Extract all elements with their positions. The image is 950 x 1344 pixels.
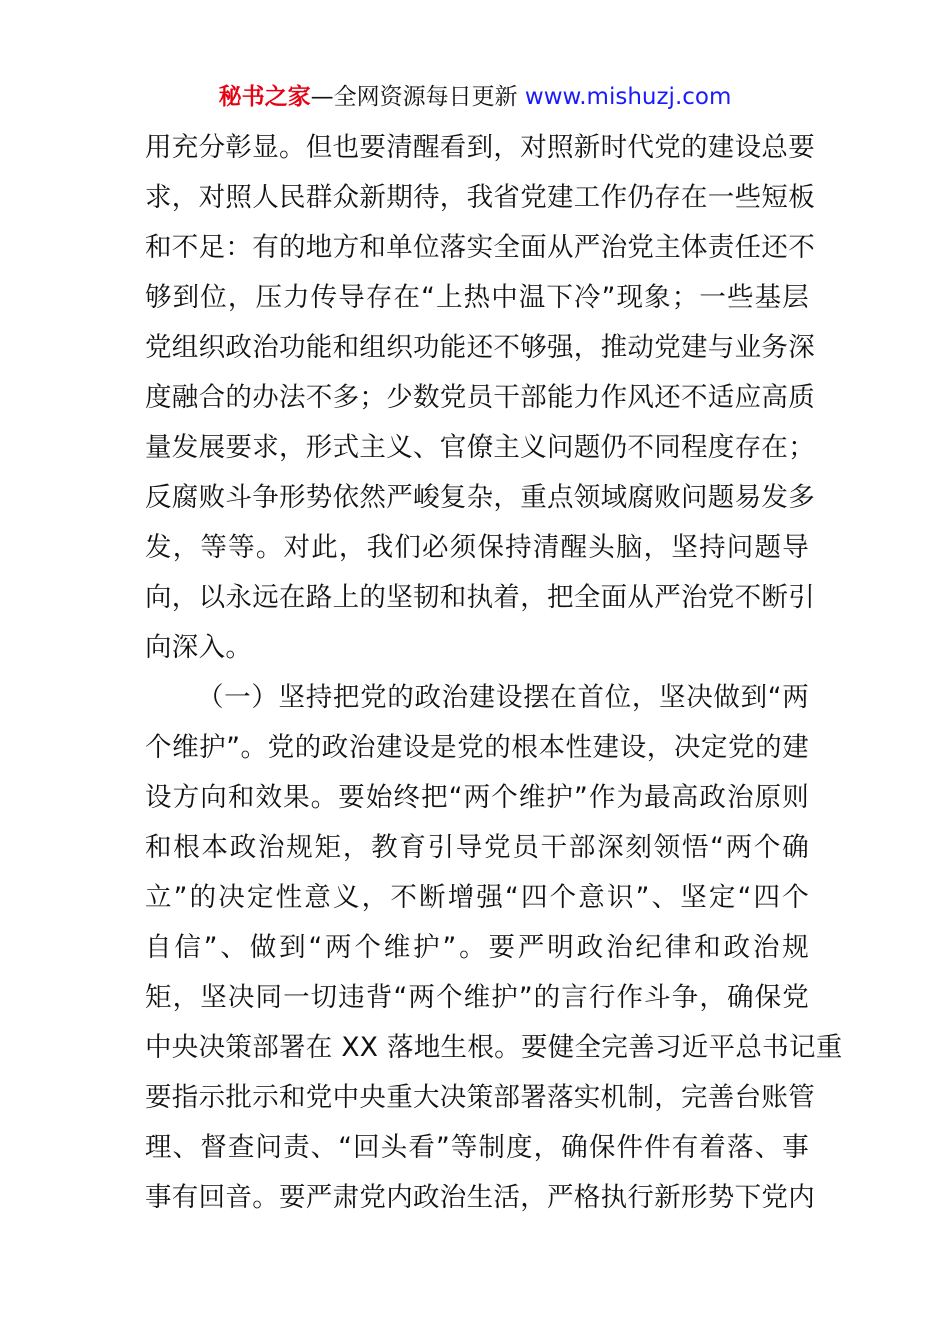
- text-line-paragraph-end: 向深入。: [145, 632, 253, 663]
- text-line: 用充分彰显。但也要清醒看到，对照新时代党的建设总要: [145, 132, 815, 163]
- text-line: 量发展要求，形式主义、官僚主义问题仍不同程度存在；: [145, 432, 815, 463]
- site-brand: 秘书之家: [218, 84, 311, 110]
- text-line: 事有回音。要严肃党内政治生活，严格执行新形势下党内: [145, 1182, 815, 1213]
- text-line: 矩，坚决同一切违背“两个维护”的言行作斗争，确保党: [145, 982, 809, 1013]
- text-line: 党组织政治功能和组织功能还不够强，推动党建与业务深: [145, 332, 815, 363]
- text-line: 理、督查问责、“回头看”等制度，确保件件有着落、事: [145, 1132, 809, 1163]
- site-tagline: —全网资源每日更新: [310, 84, 525, 110]
- text-line: 和不足：有的地方和单位落实全面从严治党主体责任还不: [145, 232, 815, 263]
- text-line: 和根本政治规矩，教育引导党员干部深刻领悟“两个确: [145, 832, 809, 863]
- text-line: 向，以永远在路上的坚韧和执着，把全面从严治党不断引: [145, 582, 815, 613]
- site-url-link[interactable]: www.mishuzj.com: [524, 84, 732, 110]
- text-line: 自信”、做到“两个维护”。要严明政治纪律和政治规: [145, 932, 809, 963]
- section-heading-line: （一）坚持把党的政治建设摆在首位，坚决做到“两: [197, 682, 809, 713]
- text-line: 设方向和效果。要始终把“两个维护”作为最高政治原则: [145, 782, 809, 813]
- text-line: 度融合的办法不多；少数党员干部能力作风还不适应高质: [145, 382, 815, 413]
- text-line: 够到位，压力传导存在“上热中温下冷”现象；一些基层: [145, 282, 809, 313]
- text-line: 求，对照人民群众新期待，我省党建工作仍存在一些短板: [145, 182, 815, 213]
- text-line: 个维护”。党的政治建设是党的根本性建设，决定党的建: [145, 732, 809, 763]
- text-line: 要指示批示和党中央重大决策部署落实机制，完善台账管: [145, 1082, 815, 1113]
- site-header: [0, 80, 950, 114]
- text-line: 立”的决定性意义，不断增强“四个意识”、坚定“四个: [145, 882, 809, 913]
- text-line: 反腐败斗争形势依然严峻复杂，重点领域腐败问题易发多: [145, 482, 815, 513]
- text-line: 发，等等。对此，我们必须保持清醒头脑，坚持问题导: [145, 532, 809, 563]
- document-body: [145, 123, 843, 1223]
- text-line: 中央决策部署在 XX 落地生根。要健全完善习近平总书记重: [145, 1032, 843, 1063]
